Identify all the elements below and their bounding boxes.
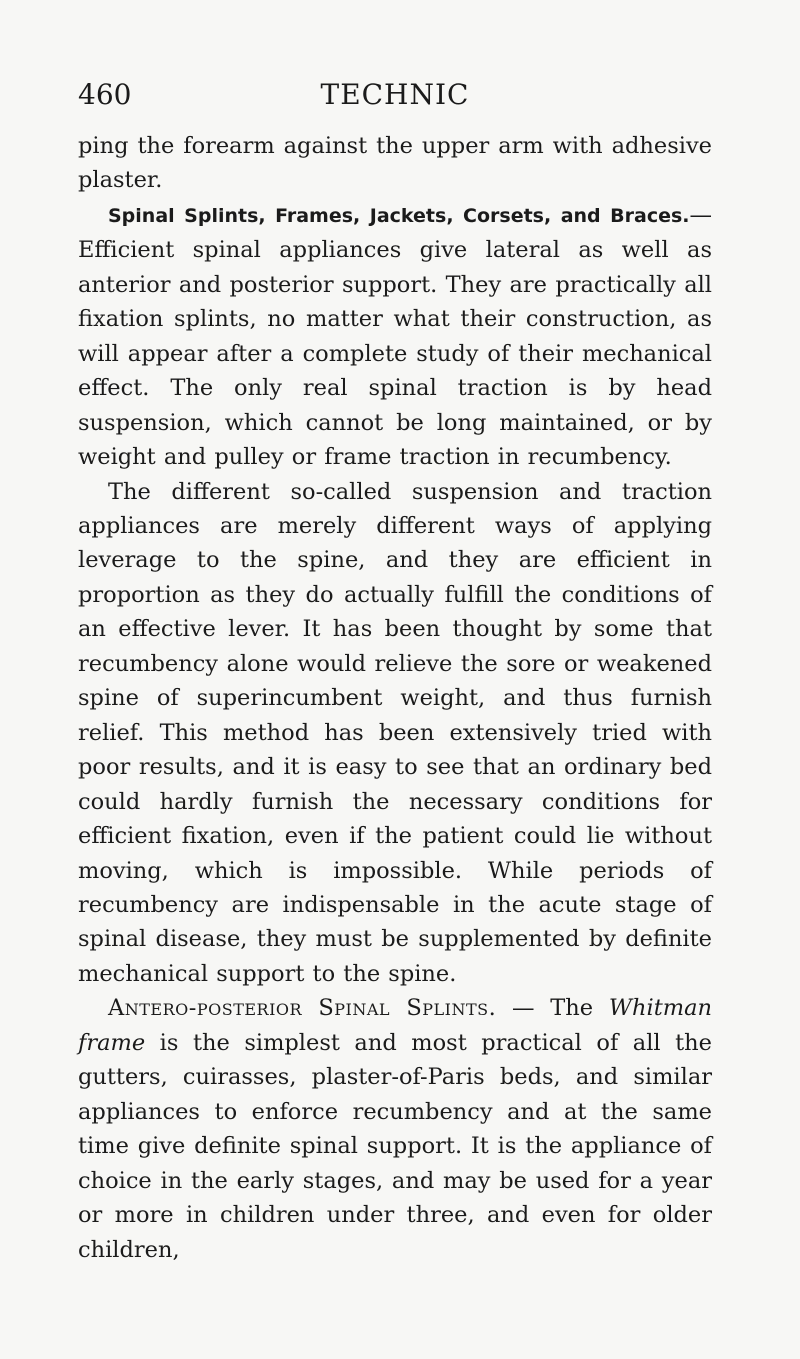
section-heading-antero-posterior: Antero-posterior Spinal Splints. <box>108 995 497 1022</box>
paragraph-suspension-traction: The different so-called suspension and traction appliances are merely different ways of applying leverage to the spine, and they are efficient in proportion as they do actually fulfill the conditions of an effective lever. It has been thought by some that recumbency alone would relieve the sore or weakened spine of superincumbent weight, and thus furnish relief. This method has been extensively tried with poor results, and it is easy to see that an ordinary bed could hardly furnish the necessary conditions for efficient fixation, even if the patient could lie without moving, which is impossible. While periods of recumbency are indispensable in the acute stage of spinal disease, they must be supplemented by definite mechanical support to the spine. <box>78 478 712 987</box>
paragraph-text: is the simplest and most practical of all the gutters, cuirasses, plaster-of-Paris beds, and similar appliances to enforce recumbency and at the same time give definite spinal support. It is the appliance of choice in the early stages, and may be used for a year or more in children under three, and even for older children, <box>78 1029 712 1263</box>
section-heading-spinal-splints: Spinal Splints, Frames, Jackets, Corsets, and Braces. <box>108 204 690 227</box>
paragraph-antero-posterior <box>78 991 712 1267</box>
body-text <box>78 129 712 1267</box>
running-head <box>78 78 712 112</box>
page-title: TECHNIC <box>320 78 470 111</box>
page-number: 460 <box>78 78 132 111</box>
paragraph-text: —Efficient spinal appliances give lateral as well as anterior and posterior support. They are practically all fixation splints, no matter what their construction, as will appear after a complete study of their mechanical effect. The only real spinal traction is by head suspension, which cannot be long maintained, or by weight and pulley or frame traction in recumbency. <box>78 201 712 471</box>
heading-dash: — The <box>496 995 609 1022</box>
paragraph-continuation: ping the forearm against the upper arm with adhesive plaster. <box>78 133 712 194</box>
italic-term-whitman-frame: Whitman frame <box>78 995 712 1056</box>
paragraph-spinal-splints <box>78 198 712 475</box>
